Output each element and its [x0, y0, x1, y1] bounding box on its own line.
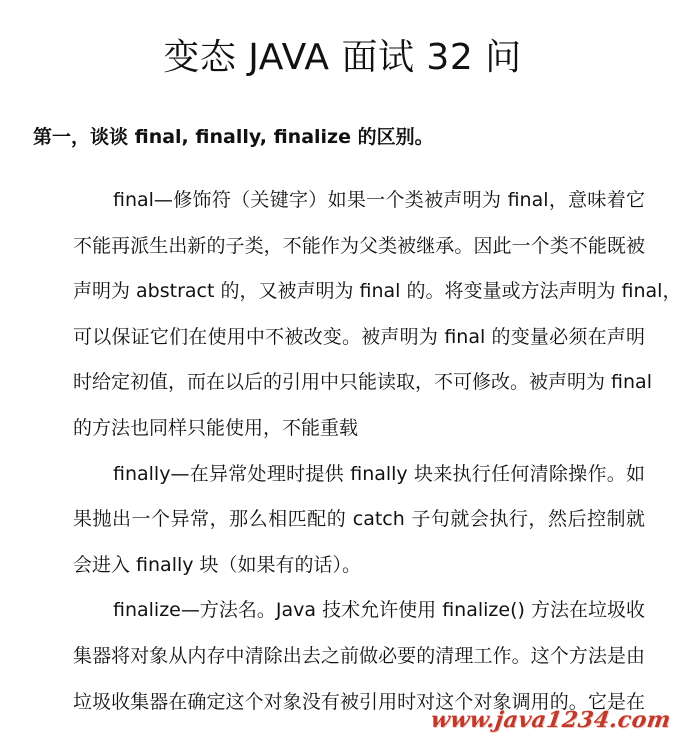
paragraph-finalize — [33, 588, 645, 725]
text-line: 垃圾收集器在确定这个对象没有被引用时对这个对象调用的。它是在 — [73, 690, 645, 713]
watermark-logo: www.java1234.com — [429, 707, 673, 733]
paragraph-finally — [33, 452, 645, 589]
text-line: 声明为 abstract 的，又被声明为 final 的。将变量或方法声明为 final， — [73, 280, 682, 303]
text-line: 不能再派生出新的子类，不能作为父类被继承。因此一个类不能既被 — [73, 234, 645, 257]
text-line: 集器将对象从内存中清除出去之前做必要的清理工作。这个方法是由 — [73, 644, 645, 667]
body-text — [33, 178, 682, 725]
text-line: finally—在异常处理时提供 finally 块来执行任何清除操作。如 — [113, 462, 645, 485]
text-line: 会进入 finally 块（如果有的话）。 — [73, 553, 362, 576]
paragraph-final — [33, 178, 682, 452]
text-line: 时给定初值，而在以后的引用中只能读取，不可修改。被声明为 final — [73, 371, 652, 394]
text-line: final—修饰符（关键字）如果一个类被声明为 final，意味着它 — [113, 189, 645, 211]
text-line: finalize—方法名。Java 技术允许使用 finalize() 方法在垃圾收 — [113, 599, 645, 622]
page-title: 变态 JAVA 面试 32 问 — [163, 37, 522, 78]
text-line: 果抛出一个异常，那么相匹配的 catch 子句就会执行，然后控制就 — [73, 508, 645, 531]
section-heading: 第一，谈谈 final, finally, finalize 的区别。 — [33, 126, 434, 148]
text-line: 可以保证它们在使用中不被改变。被声明为 final 的变量必须在声明 — [73, 325, 645, 348]
text-line: 的方法也同样只能使用，不能重载 — [73, 416, 359, 439]
